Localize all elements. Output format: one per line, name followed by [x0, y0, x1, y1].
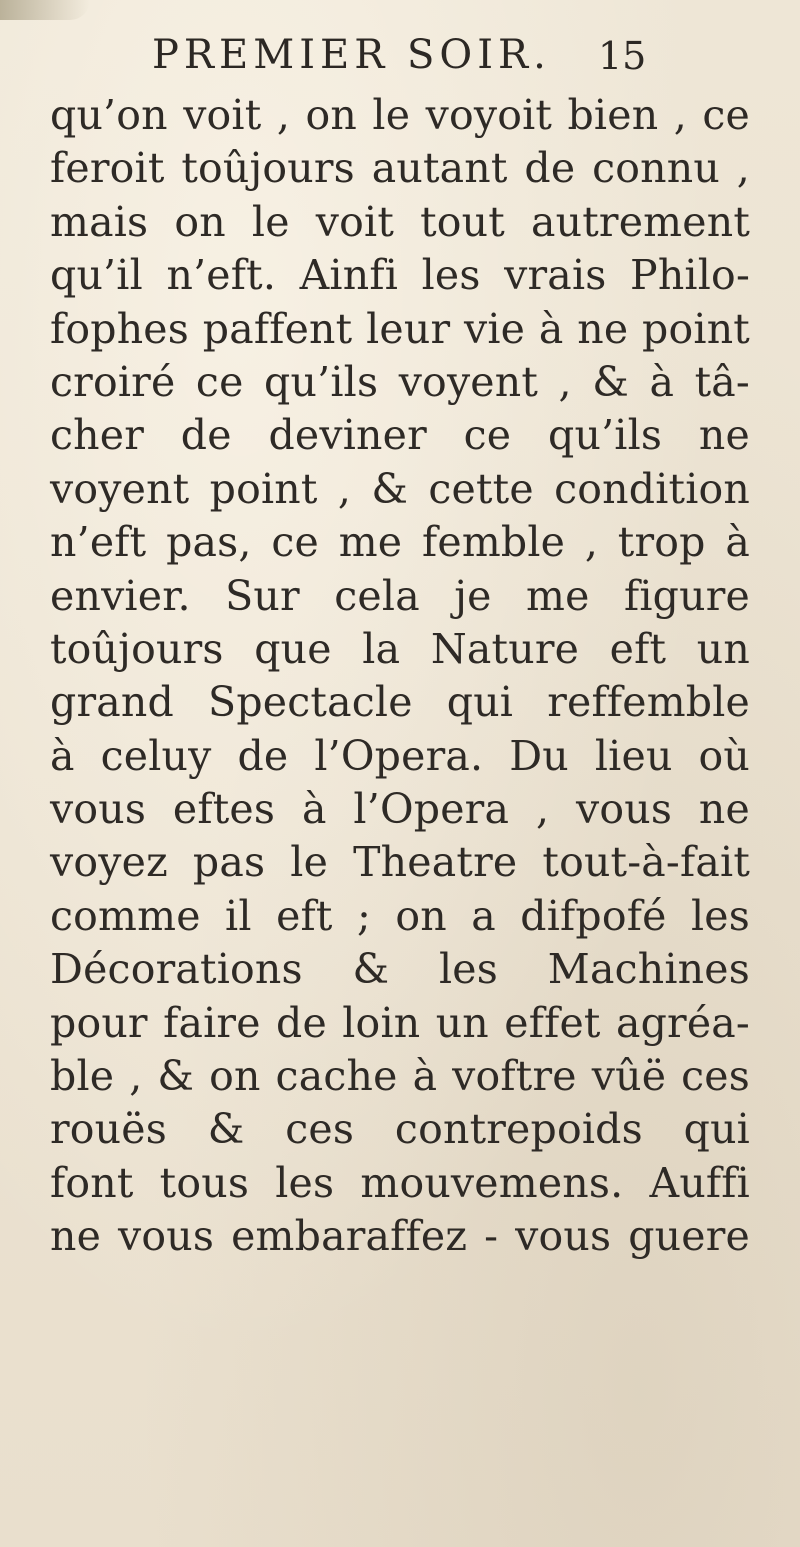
text-line: ble , & on cache à voftre vûë ces — [50, 1052, 750, 1101]
text-line: mais on le voit tout autrement — [50, 197, 750, 246]
text-line: qu’on voit , on le voyoit bien , ce — [50, 91, 750, 139]
page-corner-stain — [0, 0, 90, 20]
text-line: croiré ce qu’ils voyent , & à tâ- — [50, 357, 750, 406]
text-line: Décorations & les Machines — [50, 945, 750, 994]
text-line: fophes paffent leur vie à ne point — [50, 304, 750, 353]
text-line: pour faire de loin un effet agréa- — [50, 998, 750, 1047]
text-line: comme il eft ; on a difpofé les — [50, 891, 750, 940]
text-line: feroit toûjours autant de connu , — [50, 144, 750, 193]
text-line: n’eft pas, ce me femble , trop à — [50, 518, 750, 567]
text-line: font tous les mouvemens. Auffi — [50, 1158, 750, 1207]
text-line: grand Spectacle qui reffemble — [50, 678, 750, 727]
text-line: toûjours que la Nature eft un — [50, 624, 750, 673]
text-line: ne vous embaraffez - vous guere — [50, 1212, 750, 1261]
text-line: qu’il n’eft. Ainfi les vrais Philo- — [50, 251, 750, 300]
text-line: voyez pas le Theatre tout-à-fait — [50, 838, 750, 887]
text-line: envier. Sur cela je me figure — [50, 571, 750, 620]
text-line: cher de deviner ce qu’ils ne — [50, 411, 750, 460]
text-line: rouës & ces contrepoids qui — [50, 1105, 750, 1154]
body-text — [50, 89, 750, 1264]
running-head-title: PREMIER SOIR. — [152, 32, 551, 78]
page-number: 15 — [598, 34, 647, 78]
running-head — [152, 32, 752, 82]
text-line: voyent point , & cette condition — [50, 464, 750, 513]
text-line: à celuy de l’Opera. Du lieu où — [50, 731, 750, 780]
text-line: vous eftes à l’Opera , vous ne — [50, 785, 750, 834]
